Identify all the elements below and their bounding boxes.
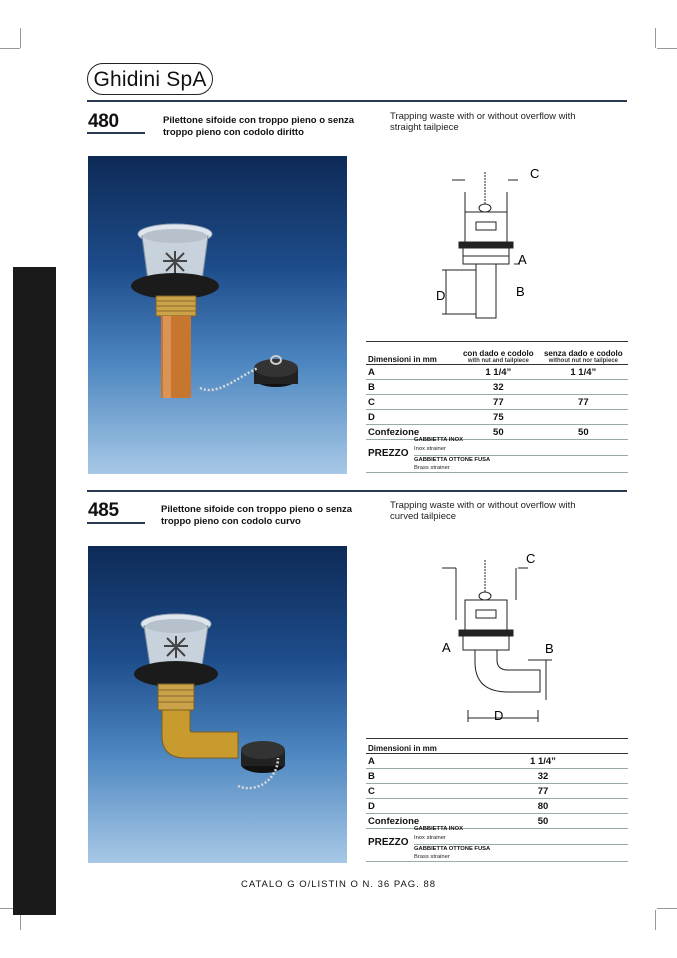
side-bar [13,267,56,915]
product-photo [88,156,347,474]
crop-mark [0,48,20,49]
dim-label-d: D [436,288,446,303]
table-row: A 1 1/4” [366,754,628,769]
dim-label-b: B [516,284,525,299]
divider [414,844,628,845]
table-row: C 77 [366,784,628,799]
dim-label-a: A [518,252,527,267]
technical-drawing [430,162,550,322]
technical-drawing [428,550,568,725]
table-row: C 77 77 [366,395,628,410]
product-code: 480 [88,111,119,132]
dimensions-table [366,341,628,440]
divider [414,455,628,456]
dim-label-b: B [545,641,554,656]
table-col-header: senza dado e codolo without nut nor tailpiece [539,342,628,365]
code-underline [87,132,145,134]
table-row: B 32 [366,380,628,395]
price-item-sub: Brass strainer [414,465,450,471]
product-code: 485 [88,500,119,521]
dim-label-d: D [494,708,504,723]
dim-label-a: A [442,640,451,655]
price-item-title: GABBIETTA OTTONE FUSA [414,457,491,463]
brand-logo: Ghidini SpA [87,63,213,95]
product-photo-image [88,156,347,474]
table-row: A 1 1/4” 1 1/4” [366,365,628,380]
price-item-sub: Inox strainer [414,446,446,452]
table-header-label: Dimensioni in mm [366,739,628,754]
crop-mark [657,48,677,49]
section-rule [87,490,627,492]
product-title-it: Pilettone sifoide con troppo pieno o senza troppo pieno con codolo diritto [163,115,355,138]
table-row: Confezione 50 50 [366,425,628,440]
price-item-sub: Inox strainer [414,835,446,841]
table-row: D 80 [366,799,628,814]
crop-mark [655,28,656,48]
product-title-en: Trapping waste with or without overflow with straight tailpiece [390,111,576,133]
crop-mark [655,910,656,930]
price-item-title: GABBIETTA INOX [414,826,463,832]
price-item-sub: Brass strainer [414,854,450,860]
price-label: PREZZO [368,837,409,848]
price-label: PREZZO [368,448,409,459]
table-header-label: Dimensioni in mm [366,342,458,365]
table-col-header: con dado e codolo with nut and tailpiece [458,342,539,365]
crop-mark [20,28,21,48]
product-title-en: Trapping waste with or without overflow with curved tailpiece [390,500,576,522]
divider [366,472,628,473]
header-rule [87,100,627,102]
dimensions-table [366,738,628,829]
product-photo [88,546,347,863]
price-item-title: GABBIETTA INOX [414,437,463,443]
product-title-it: Pilettone sifoide con troppo pieno o senza troppo pieno con codolo curvo [161,504,353,527]
page-footer: CATALO G O/LISTIN O N. 36 PAG. 88 [240,879,437,890]
price-item-title: GABBIETTA OTTONE FUSA [414,846,491,852]
dim-label-c: C [526,551,536,566]
table-row: B 32 [366,769,628,784]
code-underline [87,522,145,524]
table-row: D 75 [366,410,628,425]
product-photo-image [88,546,347,863]
divider [366,861,628,862]
crop-mark [657,908,677,909]
table-row: Confezione 50 [366,814,628,829]
dim-label-c: C [530,166,540,181]
